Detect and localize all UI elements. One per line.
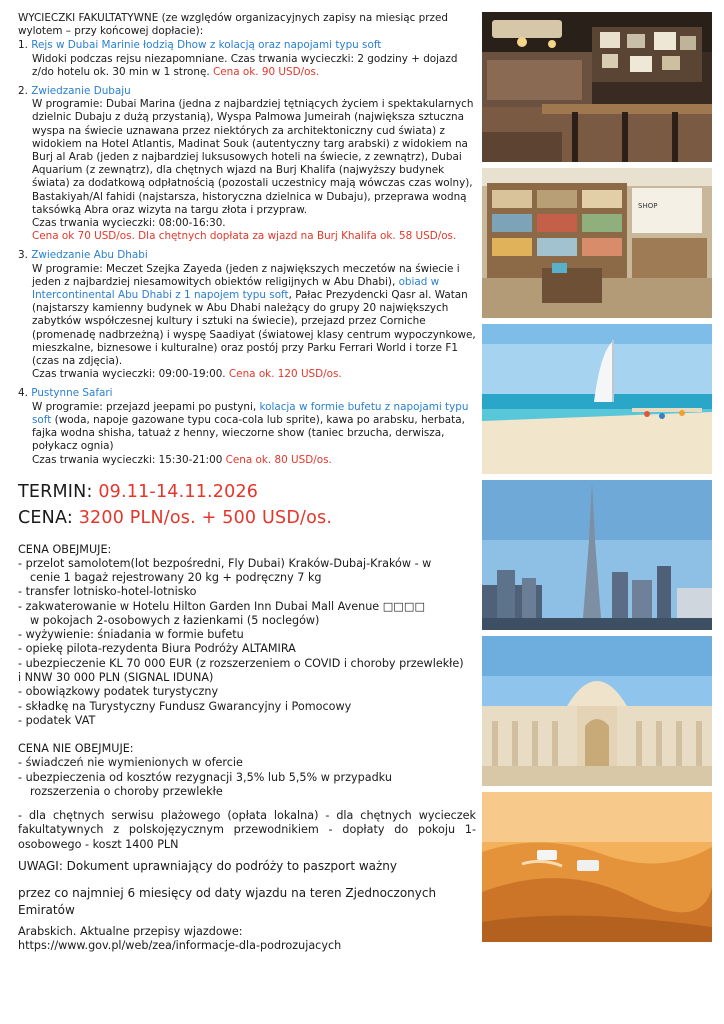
excludes-list xyxy=(18,756,478,799)
burj-khalifa-skyline-photo xyxy=(482,480,712,630)
trip-3-time: Czas trwania wycieczki: 09:00-19:00. xyxy=(32,368,226,381)
includes-item: - transfer lotnisko-hotel-lotnisko xyxy=(18,585,197,599)
trip-2-desc: W programie: Dubai Marina (jedna z najbardziej tętniących życiem i spektakularnych dzielnic Dubaju z dużą przystanią), Wyspa Palmowa Jumeirah (największa sztuczna wyspa na świecie uznawana przez niektórych za architektoniczny cud świata) z widokiem na Hotel Atlantis, Madinat Souk (autentyczny targ arabski) z widokiem na Burj al Arab (jeden z najbardziej luksusowych hoteli na świecie, z zewnątrz), Dubai Aquarium (z zewnątrz), dla chętnych wjazd na Burj Khalifa (najwyższy budynek świata) za dodatkową odpłatnością (pozostali uczestnicy mają wówczas czas wolny), Bastakiyah/Al fahidi (najstarsza, historyczna dzielnica w Dubaju), przeprawa wodną taksówką Abra oraz wizyta na targu złota i przypraw. xyxy=(32,98,474,216)
includes-item: cenie 1 bagaż rejestrowany 20 kg + podręczny 7 kg xyxy=(30,571,322,584)
includes-item: - opiekę pilota-rezydenta Biura Podróży ALTAMIRA xyxy=(18,642,296,656)
trip-3-price: Cena ok. 120 USD/os. xyxy=(228,368,342,381)
photo-column xyxy=(482,12,712,948)
extras: - dla chętnych serwisu plażowego (opłata lokalna) - dla chętnych wycieczek fakultatywnych z polskojęzycznym przewodnikiem - dopłaty do pokoju 1-osobowego - koszt 1400 PLN xyxy=(18,809,476,851)
svg-text:SHOP: SHOP xyxy=(638,202,658,210)
trip-2: 2. Zwiedzanie Dubaju W programie: Dubai Marina (jedna z najbardziej tętniących życiem i spektakularnych dzielnic Dubaju z dużą przystanią), Wyspa Palmowa Jumeirah (największa sztuczna wyspa na świecie uznawana przez niektórych za architektoniczny cud świata) z widokiem na Hotel Atlantis, Madinat Souk (autentyczny targ arabski) z widokiem na Burj al Arab (jeden z najbardziej luksusowych hoteli na świecie, z zewnątrz), Dubai Aquarium (z zewnątrz), dla chętnych wjazd na Burj Khalifa (najwyższy budynek świata) za dodatkową odpłatnością (pozostali uczestnicy mają wówczas czas wolny), Bastakiyah/Al fahidi (najstarsza, historyczna dzielnica w Dubaju), przeprawa wodną taksówką Abra oraz wizyta na targu złota i przypraw. Czas trwania wycieczki: 08:00-16:30. Cena ok 70 USD/os. Dla chętnych dopłata za wjazd na Burj Khalifa ok. 58 USD/os. xyxy=(18,85,474,243)
excludes-item: - świadczeń nie wymienionych w ofercie xyxy=(18,756,243,770)
offer-text-column xyxy=(18,12,478,953)
trip-4-desc-b[interactable]: kolacja w formie bufetu z napojami typu soft xyxy=(32,400,469,426)
trip-4-desc-a: W programie: przejazd jeepami po pustyni, xyxy=(32,400,257,413)
excludes-item: rozszerzenia o choroby przewlekłe xyxy=(30,784,223,798)
trip-2-price: Cena ok 70 USD/os. Dla chętnych dopłata za wjazd na Burj Khalifa ok. 58 USD/os. xyxy=(32,230,457,243)
includes-item: - podatek VAT xyxy=(18,713,96,727)
trip-2-time: Czas trwania wycieczki: 08:00-16:30. xyxy=(32,217,226,230)
trip-3: 3. Zwiedzanie Abu Dhabi W programie: Meczet Szejka Zayeda (jeden z największych meczetów na świecie i jeden z najbardziej niesamowitych obiektów religijnych w Abu Dhabi), obiad w Intercontinental Abu Dhabi z 1 napojem typu soft, Pałac Prezydencki Qasr al. Watan (najstarszy kamienny budynek w Abu Dhabi należący do grupy 20 największych zabytków współczesnej kultury i sztuki na świecie), przejazd przez Corniche (promenadę nadbrzeżną) i wyspę Saadiyat (światowej klasy centrum wypoczynkowe, mieszkalne, biznesowe i kulturalne) oraz postój przy Parku Ferrari World i torze F1 (czas na zdjęcia). Czas trwania wycieczki: 09:00-19:00. Cena ok. 120 USD/os. xyxy=(18,249,476,381)
intro: WYCIECZKI FAKULTATYWNE (ze względów organizacyjnych zapisy na miesiąc przed wylotem – przy końcowej dopłacie): xyxy=(18,12,448,38)
includes-item: w pokojach 2-osobowych z łazienkami (5 noclegów) xyxy=(30,613,320,627)
includes-item: i NNW 30 000 PLN (SIGNAL IDUNA) xyxy=(18,671,214,685)
includes-item: - zakwaterowanie w Hotelu Hilton Garden Inn Dubai Mall Avenue □□□□ xyxy=(18,599,426,613)
trip-1-desc: Widoki podczas rejsu niezapomniane. Czas trwania wycieczki: 2 godziny + dojazd z/do hotelu ok. 30 min w 1 stronę. xyxy=(32,52,458,78)
qasr-al-watan-photo xyxy=(482,636,712,786)
trip-4-desc-c: (woda, napoje gazowane typu coca-cola lub sprite), kawa po arabsku, herbata, fajka wodna shisha, tatuaż z henny, wieczorne show (taniec brzucha, derwisza, połykacz ognia) xyxy=(32,413,465,453)
includes-item: - wyżywienie: śniadania w formie bufetu xyxy=(18,628,244,642)
shop-interior-photo xyxy=(482,168,712,318)
trip-4: 4. Pustynne Safari W programie: przejazd jeepami po pustyni, kolacja w formie bufetu z napojami typu soft (woda, napoje gazowane typu coca-cola lub sprite), kawa po arabsku, herbata, fajka wodna shisha, tatuaż z henny, wieczorne show (taniec brzucha, derwisza, połykacz ognia) Czas trwania wycieczki: 15:30-21:00 Cena ok. 80 USD/os. xyxy=(18,387,469,466)
trip-1-price: Cena ok. 90 USD/os. xyxy=(213,65,320,78)
trip-3-desc-a: W programie: Meczet Szejka Zayeda (jeden z największych meczetów na świecie i jeden z najbardziej niesamowitych obiektów religijnych w Abu Dhabi), xyxy=(32,262,460,288)
trip-4-title[interactable]: Pustynne Safari xyxy=(31,387,113,400)
cafe-interior-photo xyxy=(482,12,712,162)
trip-3-desc-b[interactable]: obiad w Intercontinental Abu Dhabi z 1 napojem typu soft xyxy=(32,275,440,302)
includes-item: - przelot samolotem(lot bezpośredni, Fly Dubai) Kraków-Dubaj-Kraków - w xyxy=(18,556,432,570)
beach-burj-al-arab-photo xyxy=(482,324,712,474)
includes-item: - składkę na Turystyczny Fundusz Gwarancyjny i Pomocowy xyxy=(18,699,352,713)
includes-title: CENA OBEJMUJE: xyxy=(18,542,112,556)
trip-1: 1. Rejs w Dubai Marinie łodzią Dhow z kolacją oraz napojami typu soft Widoki podczas rejsu niezapomniane. Czas trwania wycieczki: 2 godziny + dojazd z/do hotelu ok. 30 min w 1 stronę. Cena ok. 90 USD/os. xyxy=(18,39,458,78)
includes-item: - obowiązkowy podatek turystyczny xyxy=(18,685,219,699)
includes-list xyxy=(18,557,478,729)
termin-value: 09.11-14.11.2026 xyxy=(98,481,259,502)
desert-safari-photo xyxy=(482,792,712,942)
notes: UWAGI: Dokument uprawniający do podróży to paszport ważny przez co najmniej 6 miesięcy od daty wjazdu na teren Zjednoczonych Emiratów Arabskich. Aktualne przepisy wjazdowe: https://www.gov.pl/web/zea/informacje-dla-podrozujacych xyxy=(18,858,478,953)
trip-4-price: Cena ok. 80 USD/os. xyxy=(225,453,332,466)
trip-4-time: Czas trwania wycieczki: 15:30-21:00 xyxy=(32,453,223,466)
price-line: CENA: 3200 PLN/os. + 500 USD/os. xyxy=(18,507,333,528)
includes-item: - ubezpieczenie KL 70 000 EUR (z rozszerzeniem o COVID i choroby przewlekłe) xyxy=(18,656,464,670)
trip-1-title[interactable]: Rejs w Dubai Marinie łodzią Dhow z kolacją oraz napojami typu soft xyxy=(31,39,382,52)
excludes-title: CENA NIE OBEJMUJE: xyxy=(18,742,134,756)
trip-2-title[interactable]: Zwiedzanie Dubaju xyxy=(31,85,131,98)
trip-3-desc-c: , Pałac Prezydencki Qasr al. Watan (najstarszy kamienny budynek w Abu Dhabi należący do grupy 20 największych zabytków współczesnej kultury i sztuki na świecie), przejazd przez Corniche (promenadę nadbrzeżną) i wyspę Saadiyat (światowej klasy centrum wypoczynkowe, mieszkalne, biznesowe i kulturalne) oraz postój przy Parku Ferrari World i torze F1 (czas na zdjęcia). xyxy=(32,289,476,368)
termin-line: TERMIN: 09.11-14.11.2026 xyxy=(18,481,259,502)
price-value: 3200 PLN/os. + 500 USD/os. xyxy=(78,507,333,528)
entry-rules-link[interactable]: https://www.gov.pl/web/zea/informacje-dla-podrozujacych xyxy=(18,939,342,953)
trip-3-title[interactable]: Zwiedzanie Abu Dhabi xyxy=(31,249,148,262)
excludes-item: - ubezpieczenia od kosztów rezygnacji 3,5% lub 5,5% w przypadku xyxy=(18,770,392,784)
